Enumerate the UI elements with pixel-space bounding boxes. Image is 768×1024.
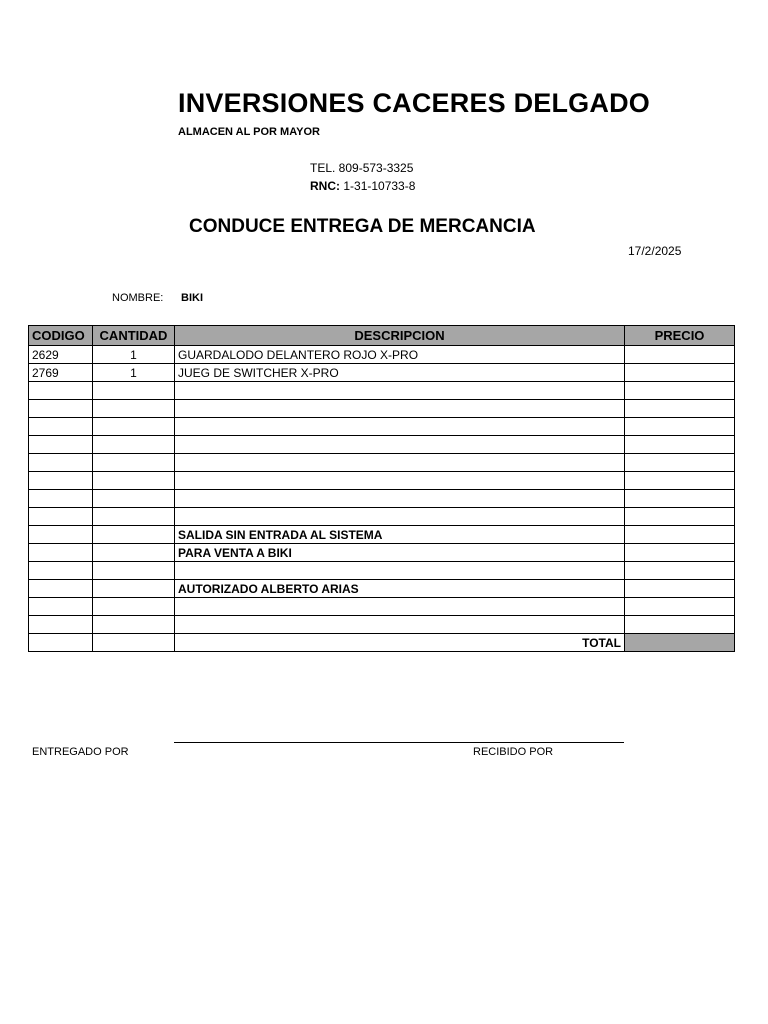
cell-cantidad [93, 472, 175, 490]
header-codigo: CODIGO [29, 326, 93, 346]
company-name: INVERSIONES CACERES DELGADO [178, 88, 650, 118]
table-row [29, 454, 735, 472]
cell-precio [625, 472, 735, 490]
cell-descripcion: GUARDALODO DELANTERO ROJO X-PRO [175, 346, 625, 364]
cell-codigo [29, 490, 93, 508]
cell-cantidad [93, 598, 175, 616]
cell-cantidad [93, 508, 175, 526]
cell-cantidad [93, 562, 175, 580]
cell-codigo [29, 418, 93, 436]
cell-codigo: 2769 [29, 364, 93, 382]
table-row [29, 382, 735, 400]
cell-codigo [29, 508, 93, 526]
cell-cantidad [93, 580, 175, 598]
cell-descripcion [175, 490, 625, 508]
table-row [29, 598, 735, 616]
company-subtitle: ALMACEN AL POR MAYOR [178, 126, 320, 138]
cell-descripcion [175, 418, 625, 436]
cell-descripcion [175, 382, 625, 400]
cell-codigo [29, 400, 93, 418]
cell-precio [625, 616, 735, 634]
cell-cantidad [93, 616, 175, 634]
table-row [29, 616, 735, 634]
cell-descripcion [175, 436, 625, 454]
rnc-value: 1-31-10733-8 [343, 179, 416, 193]
table-row [29, 472, 735, 490]
document-date: 17/2/2025 [628, 244, 682, 258]
table-row [29, 364, 735, 382]
rnc-label: RNC: [310, 179, 340, 193]
cell-precio [625, 508, 735, 526]
cell-cantidad [93, 526, 175, 544]
cell-descripcion [175, 562, 625, 580]
cell-cantidad: 1 [93, 346, 175, 364]
header-precio: PRECIO [625, 326, 735, 346]
cell-cantidad: 1 [93, 364, 175, 382]
cell-codigo [29, 472, 93, 490]
recibido-por-label: RECIBIDO POR [473, 746, 554, 758]
cell-descripcion: SALIDA SIN ENTRADA AL SISTEMA [175, 526, 625, 544]
total-row [29, 634, 735, 652]
signature-line [174, 742, 624, 743]
cell-descripcion: PARA VENTA A BIKI [175, 544, 625, 562]
header-cantidad: CANTIDAD [93, 326, 175, 346]
cell-precio [625, 526, 735, 544]
total-value [625, 634, 735, 652]
cell-precio [625, 454, 735, 472]
cell-codigo [29, 526, 93, 544]
cell-precio [625, 418, 735, 436]
cell-cantidad [93, 454, 175, 472]
cell-cantidad [93, 382, 175, 400]
cell-descripcion [175, 616, 625, 634]
cell-cantidad [93, 400, 175, 418]
table-row [29, 562, 735, 580]
cell-descripcion [175, 472, 625, 490]
cell-codigo [29, 562, 93, 580]
cell-codigo [29, 616, 93, 634]
cell-codigo [29, 436, 93, 454]
total-label: TOTAL [175, 634, 625, 652]
cell-precio [625, 544, 735, 562]
table-row [29, 400, 735, 418]
cell-descripcion [175, 454, 625, 472]
cell-codigo [29, 382, 93, 400]
cell-codigo: 2629 [29, 346, 93, 364]
cell-precio [625, 580, 735, 598]
cell-codigo [29, 598, 93, 616]
nombre-label: NOMBRE: [112, 292, 164, 304]
table-row [29, 346, 735, 364]
table-row [29, 526, 735, 544]
cell-cantidad [93, 418, 175, 436]
cell-descripcion: AUTORIZADO ALBERTO ARIAS [175, 580, 625, 598]
cell-descripcion [175, 598, 625, 616]
table-row [29, 508, 735, 526]
cell-cantidad [93, 490, 175, 508]
cell-precio [625, 364, 735, 382]
cell-precio [625, 346, 735, 364]
cell-precio [625, 400, 735, 418]
cell-descripcion [175, 508, 625, 526]
cell-precio [625, 436, 735, 454]
table-row [29, 580, 735, 598]
document-title: CONDUCE ENTREGA DE MERCANCIA [189, 216, 536, 237]
table-row [29, 490, 735, 508]
cell-codigo [29, 580, 93, 598]
cell-precio [625, 382, 735, 400]
cell-codigo [29, 544, 93, 562]
table-row [29, 436, 735, 454]
table-row [29, 418, 735, 436]
cell-precio [625, 490, 735, 508]
telephone: TEL. 809-573-3325 [310, 161, 414, 175]
cell-precio [625, 562, 735, 580]
cell-cantidad [93, 544, 175, 562]
cell-precio [625, 598, 735, 616]
items-table [28, 325, 735, 652]
entregado-por-label: ENTREGADO POR [32, 746, 129, 758]
rnc [310, 179, 415, 193]
cell-descripcion [175, 400, 625, 418]
table-header-row [29, 326, 735, 346]
cell-codigo [29, 454, 93, 472]
cell-descripcion: JUEG DE SWITCHER X-PRO [175, 364, 625, 382]
header-descripcion: DESCRIPCION [175, 326, 625, 346]
cell-cantidad [93, 436, 175, 454]
table-row [29, 544, 735, 562]
nombre-value: BIKI [181, 292, 203, 304]
